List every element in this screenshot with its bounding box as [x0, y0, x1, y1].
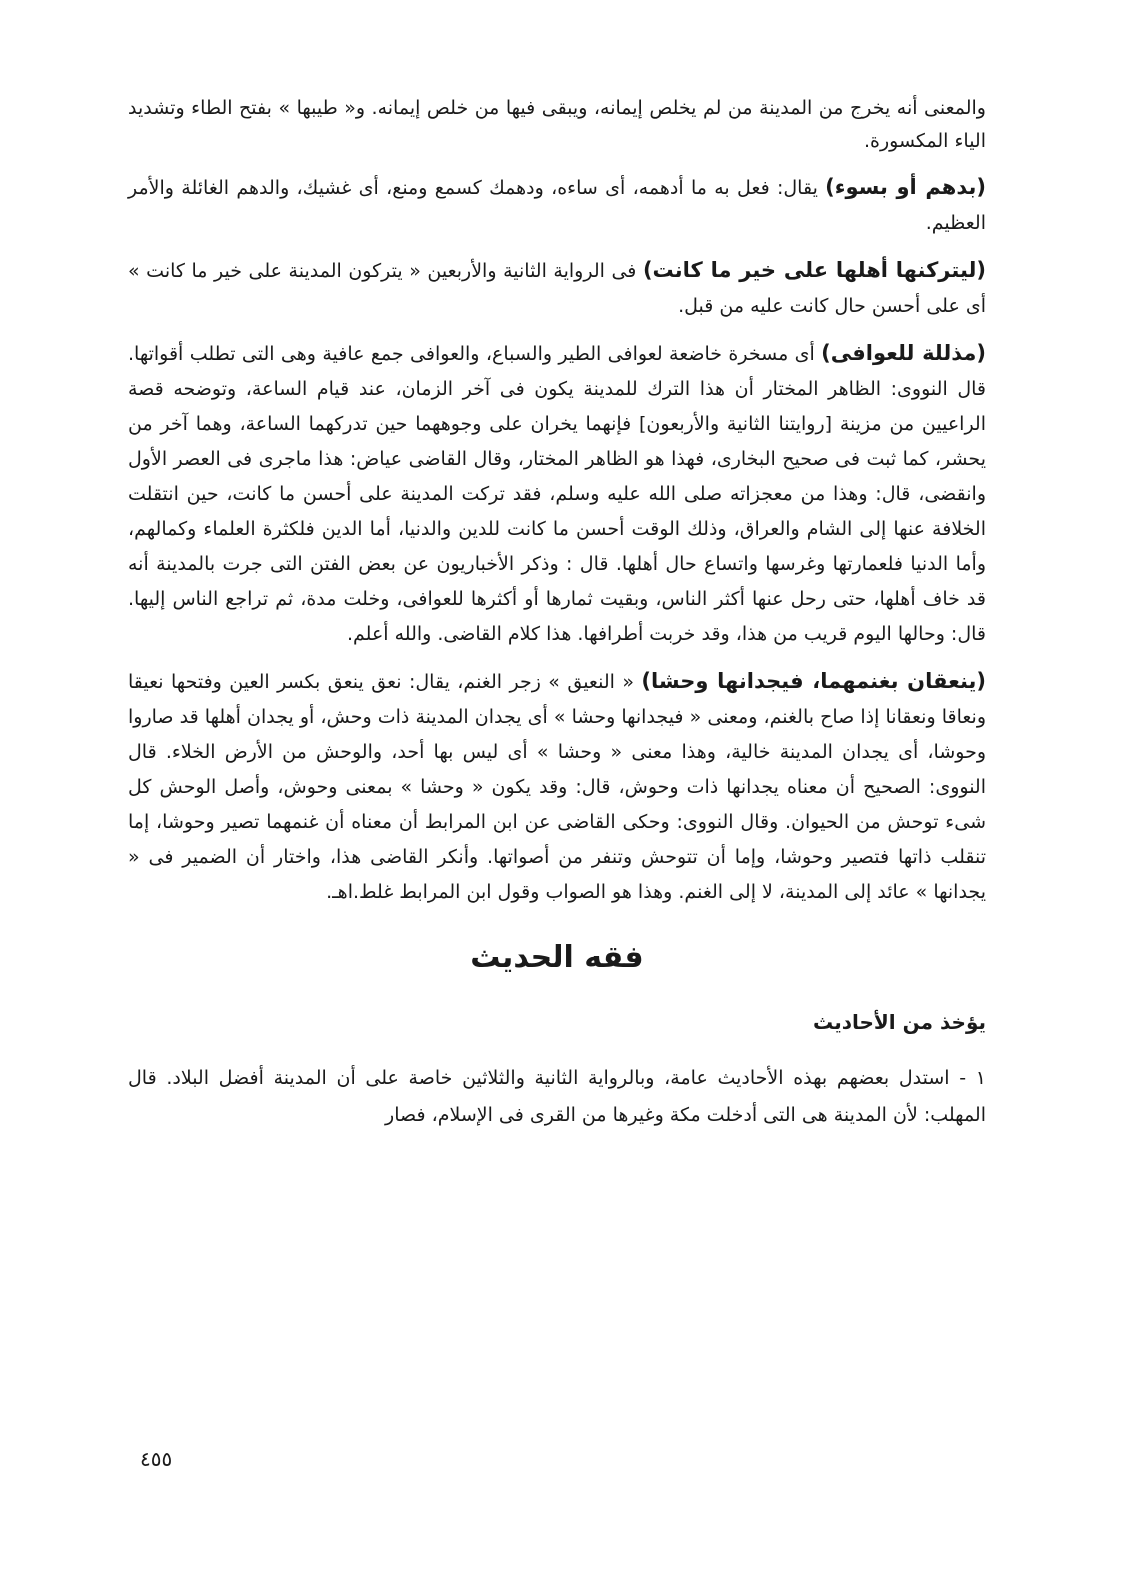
paragraph-2-text: يقال: فعل به ما أدهمه، أى ساءه، ودهمك كسمع ومنع، أى غشيك، والدهم الغائلة والأمر العظيم.: [128, 177, 986, 234]
paragraph-3-term: (ليتركنها أهلها على خير ما كانت): [642, 258, 986, 282]
paragraph-1: [128, 92, 986, 158]
subheading: يؤخذ من الأحاديث: [813, 1010, 986, 1034]
page-number: ٤٥٥: [140, 1447, 173, 1471]
paragraph-5-text: « النعيق » زجر الغنم، يقال: نعق ينعق بكسر العين وفتحها نعيقا ونعاقا ونعقانا إذا صاح بالغنم، ومعنى « فيجدانها وحشا » أى يجدان المدينة ذات وحش، أو يجدان أهلها قد صاروا وحوشا، أى يجدان المدينة خالية، وهذا معنى « وحشا » أى ليس بها أحد، والوحش من الأرض الخلاء. قال النووى: الصحيح أن معناه يجدانها ذات وحوش، قال: وقد يكون « وحشا » بمعنى وحوش، وأصل الوحش كل شىء توحش من الحيوان. وقال النووى: وحكى القاضى عن ابن المرابط أن معناه أن غنمهما تصير وحوشا، إما تنقلب ذاتها فتصير وحوشا، وإما أن تتوحش وتنفر من أصواتها. وأنكر القاضى هذا، واختار أن الضمير فى « يجدانها » عائد إلى المدينة، لا إلى الغنم. وهذا هو الصواب وقول ابن المرابط غلط.اهـ.: [128, 671, 986, 903]
paragraph-5: [128, 664, 986, 910]
paragraph-3-text: فى الرواية الثانية والأربعين « يتركون المدينة على خير ما كانت » أى على أحسن حال كانت عليه من قبل.: [128, 260, 986, 317]
paragraph-3: [128, 253, 986, 324]
paragraph-4-term: (مذللة للعوافى): [821, 341, 986, 365]
paragraph-2-term: (بدهم أو بسوء): [825, 175, 986, 199]
paragraph-2: [128, 170, 986, 241]
paragraph-1-text: والمعنى أنه يخرج من المدينة من لم يخلص إيمانه، ويبقى فيها من خلص إيمانه. و« طيبها » بفتح الطاء وتشديد الياء المكسورة.: [128, 97, 986, 152]
section-heading: فقه الحديث: [470, 940, 644, 975]
paragraph-5-term: (ينعقان بغنمهما، فيجدانها وحشا): [641, 669, 987, 693]
list-item-1: ١ - استدل بعضهم بهذه الأحاديث عامة، وبالرواية الثانية والثلاثين خاصة على أن المدينة أفضل البلاد. قال المهلب: لأن المدينة هى التى أدخلت مكة وغيرها من القرى فى الإسلام، فصار: [128, 1067, 986, 1126]
paragraph-4-text: أى مسخرة خاضعة لعوافى الطير والسباع، والعوافى جمع عافية وهى التى تطلب أقواتها. قال النووى: الظاهر المختار أن هذا الترك للمدينة يكون فى آخر الزمان، عند قيام الساعة، وتوضحه قصة الراعيين من مزينة [روايتنا الثانية والأربعون] فإنهما يخران على وجوههما حين تدركهما الساعة، وهما آخر من يحشر، كما ثبت فى صحيح البخارى، فهذا هو الظاهر المختار، وقال القاضى عياض: هذا ماجرى فى العصر الأول وانقضى، قال: وهذا من معجزاته صلى الله عليه وسلم، فقد تركت المدينة على أحسن ما كانت، حين انتقلت الخلافة عنها إلى الشام والعراق، وذلك الوقت أحسن ما كانت للدين والدنيا، أما الدين فلكثرة العلماء وكمالهم، وأما الدنيا فلعمارتها وغرسها واتساع حال أهلها. قال : وذكر الأخباريون عن بعض الفتن التى جرت بالمدينة أنه قد خاف أهلها، حتى رحل عنها أكثر الناس، وبقيت ثمارها أو أكثرها للعوافى، وخلت مدة، ثم تراجع الناس إليها. قال: وحالها اليوم قريب من هذا، وقد خربت أطرافها. هذا كلام القاضى. والله أعلم.: [128, 343, 986, 645]
paragraph-4: [128, 336, 986, 652]
